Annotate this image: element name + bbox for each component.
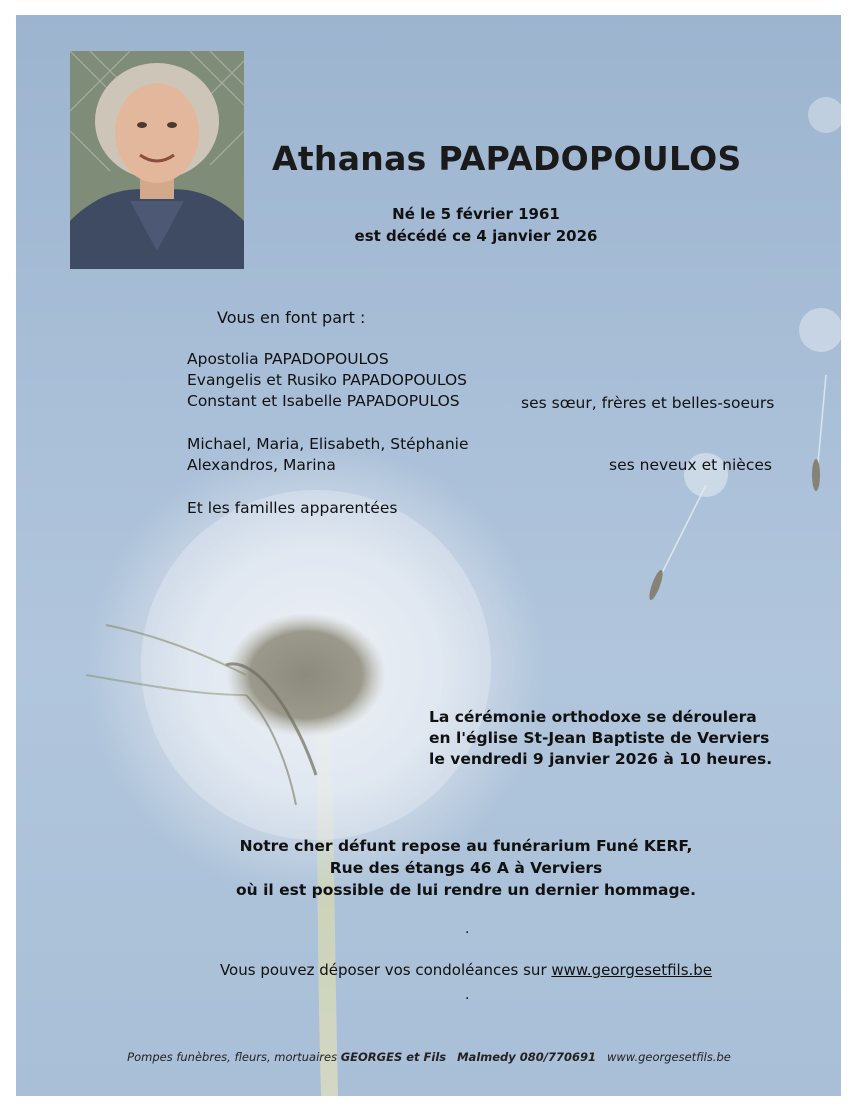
ceremony-info	[429, 707, 772, 770]
birth-date: Né le 5 février 1961	[392, 205, 560, 223]
family-relation-siblings: ses sœur, frères et belles-soeurs	[521, 394, 775, 412]
family-member: Constant et Isabelle PAPADOPULOS	[187, 392, 460, 410]
portrait-photo	[70, 51, 244, 269]
family-group-relatives	[187, 498, 397, 519]
family-member: Et les familles apparentées	[187, 499, 398, 517]
family-member: Alexandros, Marina	[187, 456, 336, 474]
deceased-name: Athanas PAPADOPOULOS	[272, 139, 742, 178]
ceremony-line: le vendredi 9 janvier 2026 à 10 heures.	[429, 750, 773, 768]
announcement-intro: Vous en font part :	[217, 308, 366, 327]
funeral-home-line: Rue des étangs 46 A à Verviers	[329, 859, 603, 877]
family-member: Michael, Maria, Elisabeth, Stéphanie	[187, 435, 469, 453]
family-group-nephews	[187, 434, 469, 476]
footer	[16, 1050, 841, 1064]
footer-brand: GEORGES et Fils	[340, 1050, 447, 1064]
separator-dot: .	[465, 987, 470, 1003]
family-member: Evangelis et Rusiko PAPADOPOULOS	[187, 371, 467, 389]
separator-dot: .	[465, 921, 470, 937]
family-member: Apostolia PAPADOPOULOS	[187, 350, 389, 368]
funeral-home-line: Notre cher défunt repose au funérarium Funé KERF,	[239, 837, 693, 855]
condolences-text: Vous pouvez déposer vos condoléances sur	[219, 961, 552, 979]
footer-company: Pompes funèbres, fleurs, mortuaires	[127, 1050, 341, 1064]
condolences-line	[216, 961, 716, 979]
ceremony-line: La cérémonie orthodoxe se déroulera	[429, 708, 757, 726]
family-group-siblings	[187, 349, 467, 412]
obituary-page	[16, 15, 841, 1096]
life-dates	[316, 203, 636, 247]
footer-city-phone: Malmedy 080/770691	[457, 1050, 596, 1064]
footer-website: www.georgesetfils.be	[606, 1050, 731, 1064]
funeral-home-line: où il est possible de lui rendre un dernier hommage.	[236, 881, 696, 899]
family-relation-nephews: ses neveux et nièces	[609, 456, 772, 474]
death-date: est décédé ce 4 janvier 2026	[354, 227, 598, 245]
ceremony-line: en l'église St-Jean Baptiste de Verviers	[429, 729, 770, 747]
condolences-link[interactable]: www.georgesetfils.be	[551, 961, 713, 979]
funeral-home-info	[216, 835, 716, 901]
